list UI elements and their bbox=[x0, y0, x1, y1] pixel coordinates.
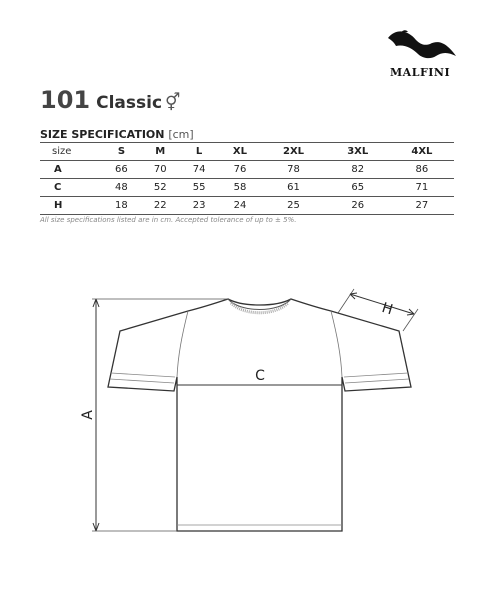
table-cell: 22 bbox=[141, 197, 180, 215]
table-cell: 65 bbox=[326, 179, 390, 197]
table-cell: 82 bbox=[326, 161, 390, 179]
table-cell: 61 bbox=[261, 179, 325, 197]
left-armhole-seam bbox=[177, 311, 188, 377]
product-title bbox=[40, 86, 180, 114]
right-armhole-seam bbox=[331, 311, 342, 377]
table-cell: 74 bbox=[180, 161, 219, 179]
column-header: M bbox=[141, 143, 180, 161]
row-label: A bbox=[40, 161, 102, 179]
table-cell: 55 bbox=[180, 179, 219, 197]
table-cell: 52 bbox=[141, 179, 180, 197]
row-label: H bbox=[40, 197, 102, 215]
column-header: XL bbox=[218, 143, 261, 161]
table-cell: 23 bbox=[180, 197, 219, 215]
table-cell: 26 bbox=[326, 197, 390, 215]
right-sleeve-hem-2 bbox=[345, 379, 409, 383]
left-sleeve-hem-2 bbox=[110, 379, 174, 383]
table-cell: 70 bbox=[141, 161, 180, 179]
a-label: A bbox=[80, 410, 96, 420]
h-label: H bbox=[379, 299, 395, 319]
table-row bbox=[40, 161, 454, 179]
size-table bbox=[40, 142, 454, 215]
product-name: Classic bbox=[96, 93, 163, 113]
table-cell: 18 bbox=[102, 197, 141, 215]
table-cell: 25 bbox=[261, 197, 325, 215]
row-label: C bbox=[40, 179, 102, 197]
table-cell: 71 bbox=[390, 179, 454, 197]
column-header: S bbox=[102, 143, 141, 161]
column-header: L bbox=[180, 143, 219, 161]
spec-unit: [cm] bbox=[168, 128, 194, 141]
column-header: 2XL bbox=[261, 143, 325, 161]
table-cell: 48 bbox=[102, 179, 141, 197]
table-header-row bbox=[40, 143, 454, 161]
table-cell: 86 bbox=[390, 161, 454, 179]
table-cell: 76 bbox=[218, 161, 261, 179]
table-row bbox=[40, 179, 454, 197]
table-row bbox=[40, 197, 454, 215]
tshirt-outline bbox=[108, 299, 411, 531]
table-cell: 24 bbox=[218, 197, 261, 215]
unisex-icon: ⚥ bbox=[165, 93, 181, 113]
tolerance-note: All size specifications listed are in cm. Accepted tolerance of up to ± 5%. bbox=[40, 216, 297, 224]
h-guide-left bbox=[338, 289, 354, 313]
column-header: 3XL bbox=[326, 143, 390, 161]
brand-name: MALFINI bbox=[390, 66, 451, 79]
table-cell: 58 bbox=[218, 179, 261, 197]
eagle-icon bbox=[386, 26, 460, 64]
right-sleeve-hem bbox=[344, 373, 408, 377]
column-header: 4XL bbox=[390, 143, 454, 161]
h-guide-right bbox=[403, 309, 418, 331]
spec-title bbox=[40, 128, 194, 141]
table-cell: 27 bbox=[390, 197, 454, 215]
column-header: size bbox=[40, 143, 102, 161]
c-label: C bbox=[255, 368, 265, 384]
product-number: 101 bbox=[40, 86, 91, 114]
left-sleeve-hem bbox=[111, 373, 175, 377]
table-cell: 78 bbox=[261, 161, 325, 179]
spec-title-text: SIZE SPECIFICATION bbox=[40, 128, 165, 141]
table-cell: 66 bbox=[102, 161, 141, 179]
malfini-logo bbox=[382, 26, 464, 84]
tshirt-diagram bbox=[80, 285, 420, 535]
